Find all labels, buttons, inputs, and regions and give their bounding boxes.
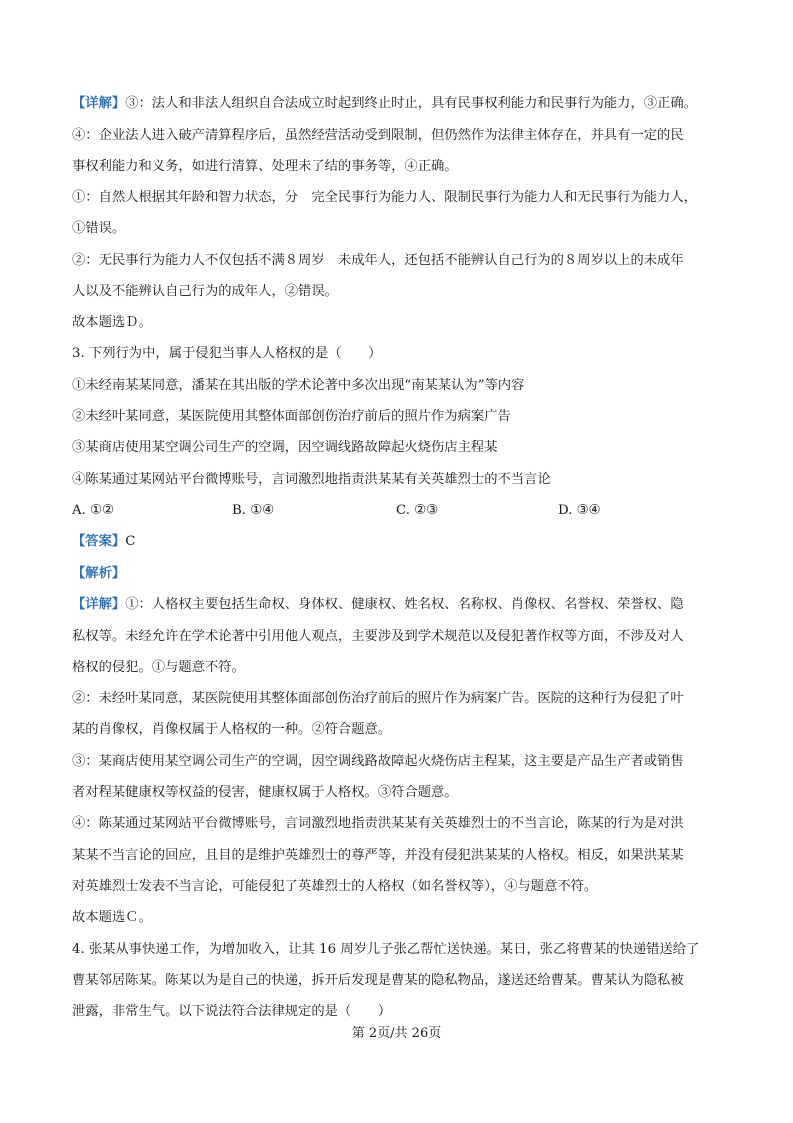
option-b: B. ①④ [232, 503, 275, 518]
question-3-item-4: ④陈某通过某网站平台微博账号，言词激烈地指责洪某某有关英雄烈士的不当言论 [72, 472, 551, 487]
answer-tag: 【答案】 [72, 534, 126, 549]
analysis-line [72, 564, 732, 584]
prev-detail-line-2: ④：企业法人进入破产清算程序后，虽然经营活动受到限制，但仍然作为法律主体存在，并具有一定的民 [72, 128, 684, 143]
question-4-line-2: 曹某邻居陈某。陈某以为是自己的快递，拆开后发现是曹某的隐私物品，遂送还给曹某。曹某认为隐私被 [72, 973, 684, 988]
q3-detail-line-10: 对英雄烈士发表不当言论，可能侵犯了英雄烈士的人格权（如名誉权等），④与题意不符。 [72, 879, 598, 894]
prev-detail-line-6: ②：无民事行为能力人不仅包括不满８周岁 未成年人，还包括不能辨认自己行为的８周岁以上的未成年 [72, 253, 684, 268]
question-3-item-1: ①未经南某某同意，潘某在其出版的学术论著中多次出现“南某某认为”等内容 [72, 378, 525, 393]
question-3-stem: 3. 下列行为中，属于侵犯当事人人格权的是（ ） [72, 346, 382, 361]
option-d: D. ③④ [558, 503, 601, 518]
prev-detail-line-7: 人以及不能辨认自己行为的成年人，②错误。 [72, 284, 338, 299]
detail-tag: 【详解】 [72, 96, 126, 111]
q3-detail-line-5: 某的肖像权，肖像权属于人格权的一种。②符合题意。 [72, 722, 392, 737]
question-4-line-1: 4. 张某从事快递工作，为增加收入，让其 16 周岁儿子张乙帮忙送快递。某日，张乙将曹某的快递错送给了 [72, 942, 700, 957]
option-a: A. ①② [72, 503, 114, 518]
prev-conclusion: 故本题选Ｄ。 [72, 315, 152, 330]
prev-detail-line-1: 【详解】③：法人和非法人组织自合法成立时起到终止时止，具有民事权利能力和民事行为能力，③正确。 [72, 96, 697, 111]
answer-line [72, 532, 732, 552]
prev-detail-line-5: ①错误。 [72, 221, 126, 236]
q3-detail-line-7: 者对程某健康权等权益的侵害，健康权属于人格权。③符合题意。 [72, 785, 458, 800]
q3-detail-line-6: ③：某商店使用某空调公司生产的空调，因空调线路故障起火烧伤店主程某，这主要是产品生产者或销售 [72, 754, 684, 769]
q3-detail-line-8: ④：陈某通过某网站平台微博账号，言词激烈地指责洪某某有关英雄烈士的不当言论，陈某的行为是对洪 [72, 816, 684, 831]
page-footer: 第 2页/共 26页 [351, 1026, 442, 1041]
prev-detail-line-3: 事权利能力和义务，如进行清算、处理未了结的事务等，④正确。 [72, 159, 458, 174]
answer-value: C [125, 534, 136, 549]
q3-detail-line-3: 格权的侵犯。①与题意不符。 [72, 660, 245, 675]
analysis-tag: 【解析】 [72, 566, 126, 581]
q3-detail-line-4: ②：未经叶某同意，某医院使用其整体面部创伤治疗前后的照片作为病案广告。医院的这种行为侵犯了叶 [72, 691, 684, 706]
option-c: C. ②③ [396, 503, 438, 518]
q3-detail-line-2: 私权等。未经允许在学术论著中引用他人观点，主要涉及到学术规范以及侵犯著作权等方面，不涉及对人 [72, 629, 684, 644]
q3-detail-line-9: 某某不当言论的回应，且目的是维护英雄烈士的尊严等，并没有侵犯洪某某的人格权。相反，如果洪某某 [72, 848, 684, 863]
detail-tag: 【详解】 [72, 597, 126, 612]
question-3-item-2: ②未经叶某同意，某医院使用其整体面部创伤治疗前后的照片作为病案广告 [72, 409, 511, 424]
q3-conclusion: 故本题选Ｃ。 [72, 910, 152, 925]
question-3-item-3: ③某商店使用某空调公司生产的空调，因空调线路故障起火烧伤店主程某 [72, 440, 498, 455]
question-4-line-3: 泄露，非常生气。以下说法符合法律规定的是（ ） [72, 1004, 392, 1019]
prev-detail-line-4: ①：自然人根据其年龄和智力状态，分 完全民事行为能力人、限制民事行为能力人和无民事行为能力人， [72, 190, 697, 205]
q3-detail-line-1: 【详解】①：人格权主要包括生命权、身体权、健康权、姓名权、名称权、肖像权、名誉权、荣誉权、隐 [72, 597, 684, 612]
